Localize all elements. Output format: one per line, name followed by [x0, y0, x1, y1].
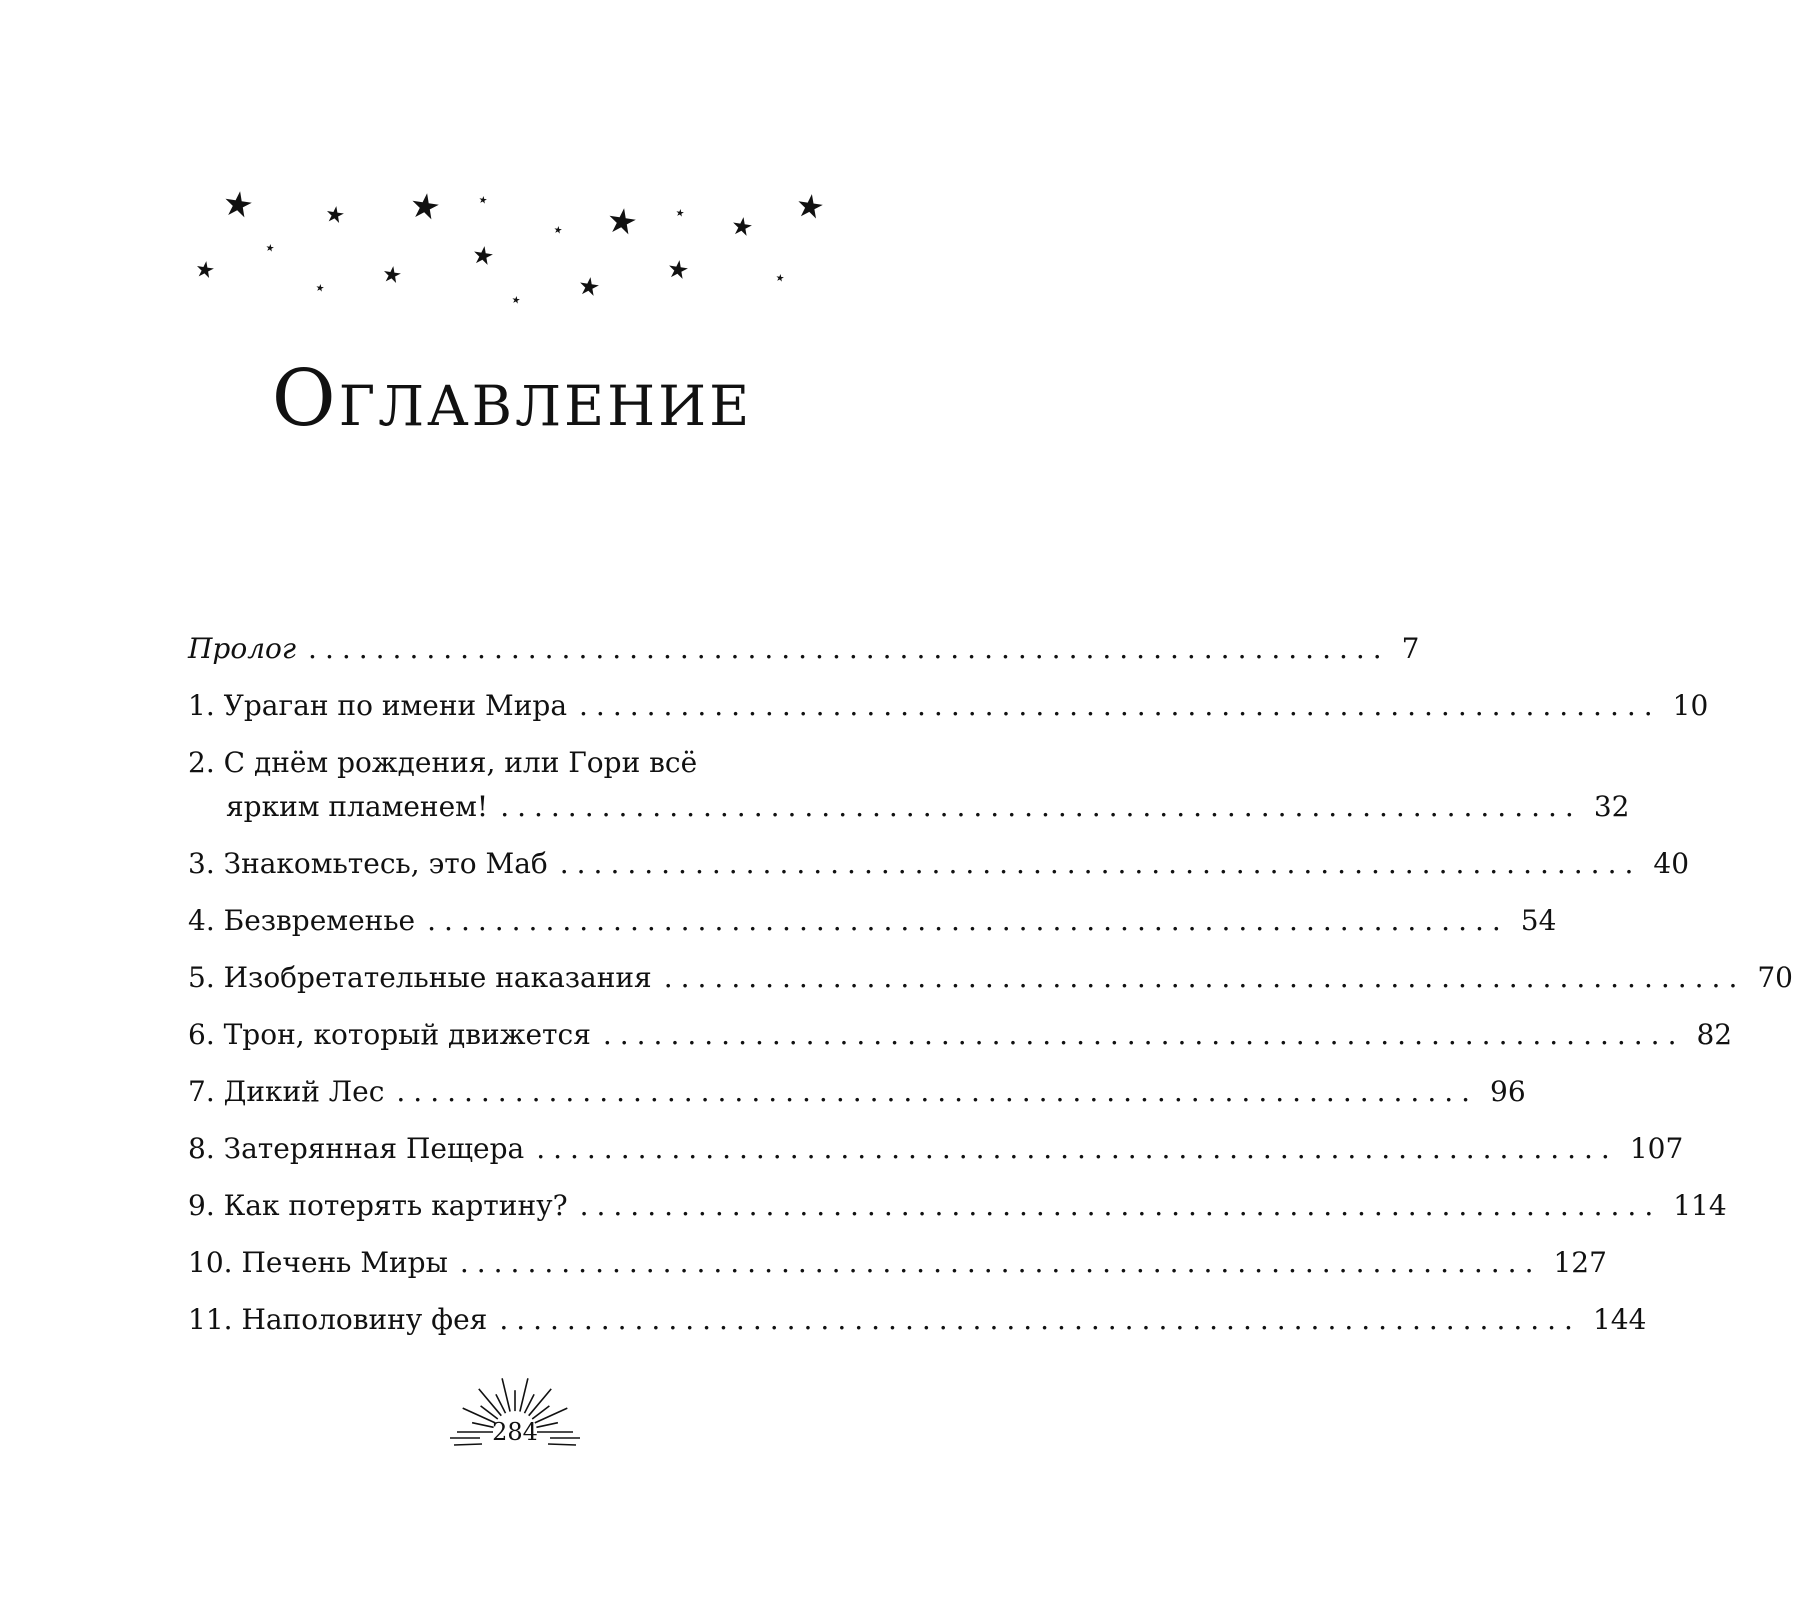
toc-entry-title: Печень Миры	[241, 1246, 448, 1279]
page-title: Оглавление	[271, 354, 753, 444]
toc-entry-page: 40	[1653, 847, 1690, 880]
toc-entry-7[interactable]	[188, 1075, 1526, 1132]
star-icon	[479, 196, 487, 204]
toc-entry-number: 5.	[188, 961, 215, 994]
dot-leader: ................................................................	[579, 689, 1661, 722]
toc-entry-page: 96	[1490, 1075, 1526, 1108]
toc-entry-page: 107	[1629, 1132, 1684, 1165]
page-number: 284	[492, 1418, 538, 1446]
star-icon	[413, 193, 439, 219]
ray-line	[479, 1389, 502, 1416]
toc-entry-prologue[interactable]	[188, 632, 1420, 689]
toc-entry-8[interactable]	[188, 1132, 1684, 1189]
toc-entry-title-line1: С днём рождения, или Гори всё	[223, 746, 698, 779]
toc-entry-number: 7.	[188, 1075, 215, 1108]
ray-line	[502, 1378, 510, 1411]
dot-leader: ................................................................	[663, 961, 1746, 994]
star-icon	[197, 261, 214, 278]
toc-entry-number: 2.	[188, 746, 215, 779]
star-icon	[676, 209, 684, 217]
toc-entry-page: 70	[1757, 961, 1793, 994]
toc-entry-11[interactable]	[188, 1303, 1647, 1360]
toc-entry-2[interactable]	[188, 746, 1630, 847]
toc-entry-title: ярким пламенем!	[226, 790, 489, 823]
star-icon	[474, 246, 493, 265]
toc-entry-number: 9.	[188, 1189, 215, 1222]
dot-leader: ................................................................	[308, 632, 1390, 665]
toc-entry-page: 82	[1696, 1018, 1733, 1051]
dot-leader: ................................................................	[459, 1246, 1542, 1279]
toc-entry-title: Затерянная Пещера	[223, 1132, 525, 1165]
toc-entry-title: Пролог	[188, 632, 297, 665]
sunburst-ornament-icon	[440, 1370, 590, 1460]
star-icon	[327, 206, 344, 223]
dot-leader: ................................................................	[427, 904, 1509, 937]
toc-entry-number: 11.	[188, 1303, 233, 1336]
toc-entry-title: Трон, который движется	[223, 1018, 591, 1051]
toc-entry-title: Знакомьтесь, это Маб	[223, 847, 548, 880]
toc-entry-page: 54	[1520, 904, 1557, 937]
dot-leader: ................................................................	[499, 1303, 1581, 1336]
toc-entry-6[interactable]	[188, 1018, 1733, 1075]
dot-leader: ................................................................	[559, 847, 1642, 880]
toc-entry-title: Ураган по имени Мира	[223, 689, 568, 722]
toc-entry-page: 144	[1592, 1303, 1647, 1336]
star-icon	[554, 226, 562, 234]
toc-entry-9[interactable]	[188, 1189, 1727, 1246]
star-icon	[669, 260, 688, 279]
toc-entry-number: 3.	[188, 847, 215, 880]
star-icon	[512, 296, 520, 304]
star-icon	[266, 244, 274, 252]
table-of-contents	[188, 632, 1793, 1360]
star-icon	[226, 191, 252, 217]
stars-decoration-icon	[0, 0, 990, 320]
toc-entry-page: 10	[1672, 689, 1709, 722]
star-icon	[733, 217, 752, 236]
toc-entry-3[interactable]	[188, 847, 1690, 904]
toc-entry-page: 114	[1673, 1189, 1727, 1222]
toc-entry-number: 8.	[188, 1132, 215, 1165]
star-icon	[316, 284, 324, 292]
star-icon	[776, 274, 784, 282]
toc-entry-number: 1.	[188, 689, 215, 722]
toc-entry-number: 10.	[188, 1246, 233, 1279]
toc-entry-page: 127	[1553, 1246, 1607, 1279]
star-icon	[384, 266, 401, 283]
ray-line	[520, 1378, 528, 1411]
star-icon	[580, 277, 599, 296]
dot-leader: ................................................................	[602, 1018, 1685, 1051]
dot-leader: ................................................................	[396, 1075, 1479, 1108]
dot-leader: ................................................................	[579, 1189, 1662, 1222]
toc-entry-5[interactable]	[188, 961, 1793, 1018]
toc-entry-page: 32	[1593, 790, 1630, 823]
toc-entry-number: 4.	[188, 904, 215, 937]
toc-entry-title: Изобретательные наказания	[223, 961, 652, 994]
toc-entry-title: Как потерять картину?	[223, 1189, 568, 1222]
toc-entry-4[interactable]	[188, 904, 1557, 961]
toc-entry-number: 6.	[188, 1018, 215, 1051]
dot-leader: ................................................................	[536, 1132, 1618, 1165]
toc-entry-1[interactable]	[188, 689, 1709, 746]
toc-entry-title: Дикий Лес	[223, 1075, 385, 1108]
page-footer	[440, 1370, 590, 1460]
ray-line	[529, 1389, 552, 1416]
toc-entry-title: Наполовину фея	[241, 1303, 488, 1336]
toc-entry-page: 7	[1401, 632, 1420, 665]
dot-leader: ................................................................	[500, 790, 1582, 823]
toc-entry-title: Безвременье	[223, 904, 416, 937]
star-icon	[610, 208, 636, 234]
star-icon	[798, 194, 822, 218]
toc-entry-10[interactable]	[188, 1246, 1607, 1303]
